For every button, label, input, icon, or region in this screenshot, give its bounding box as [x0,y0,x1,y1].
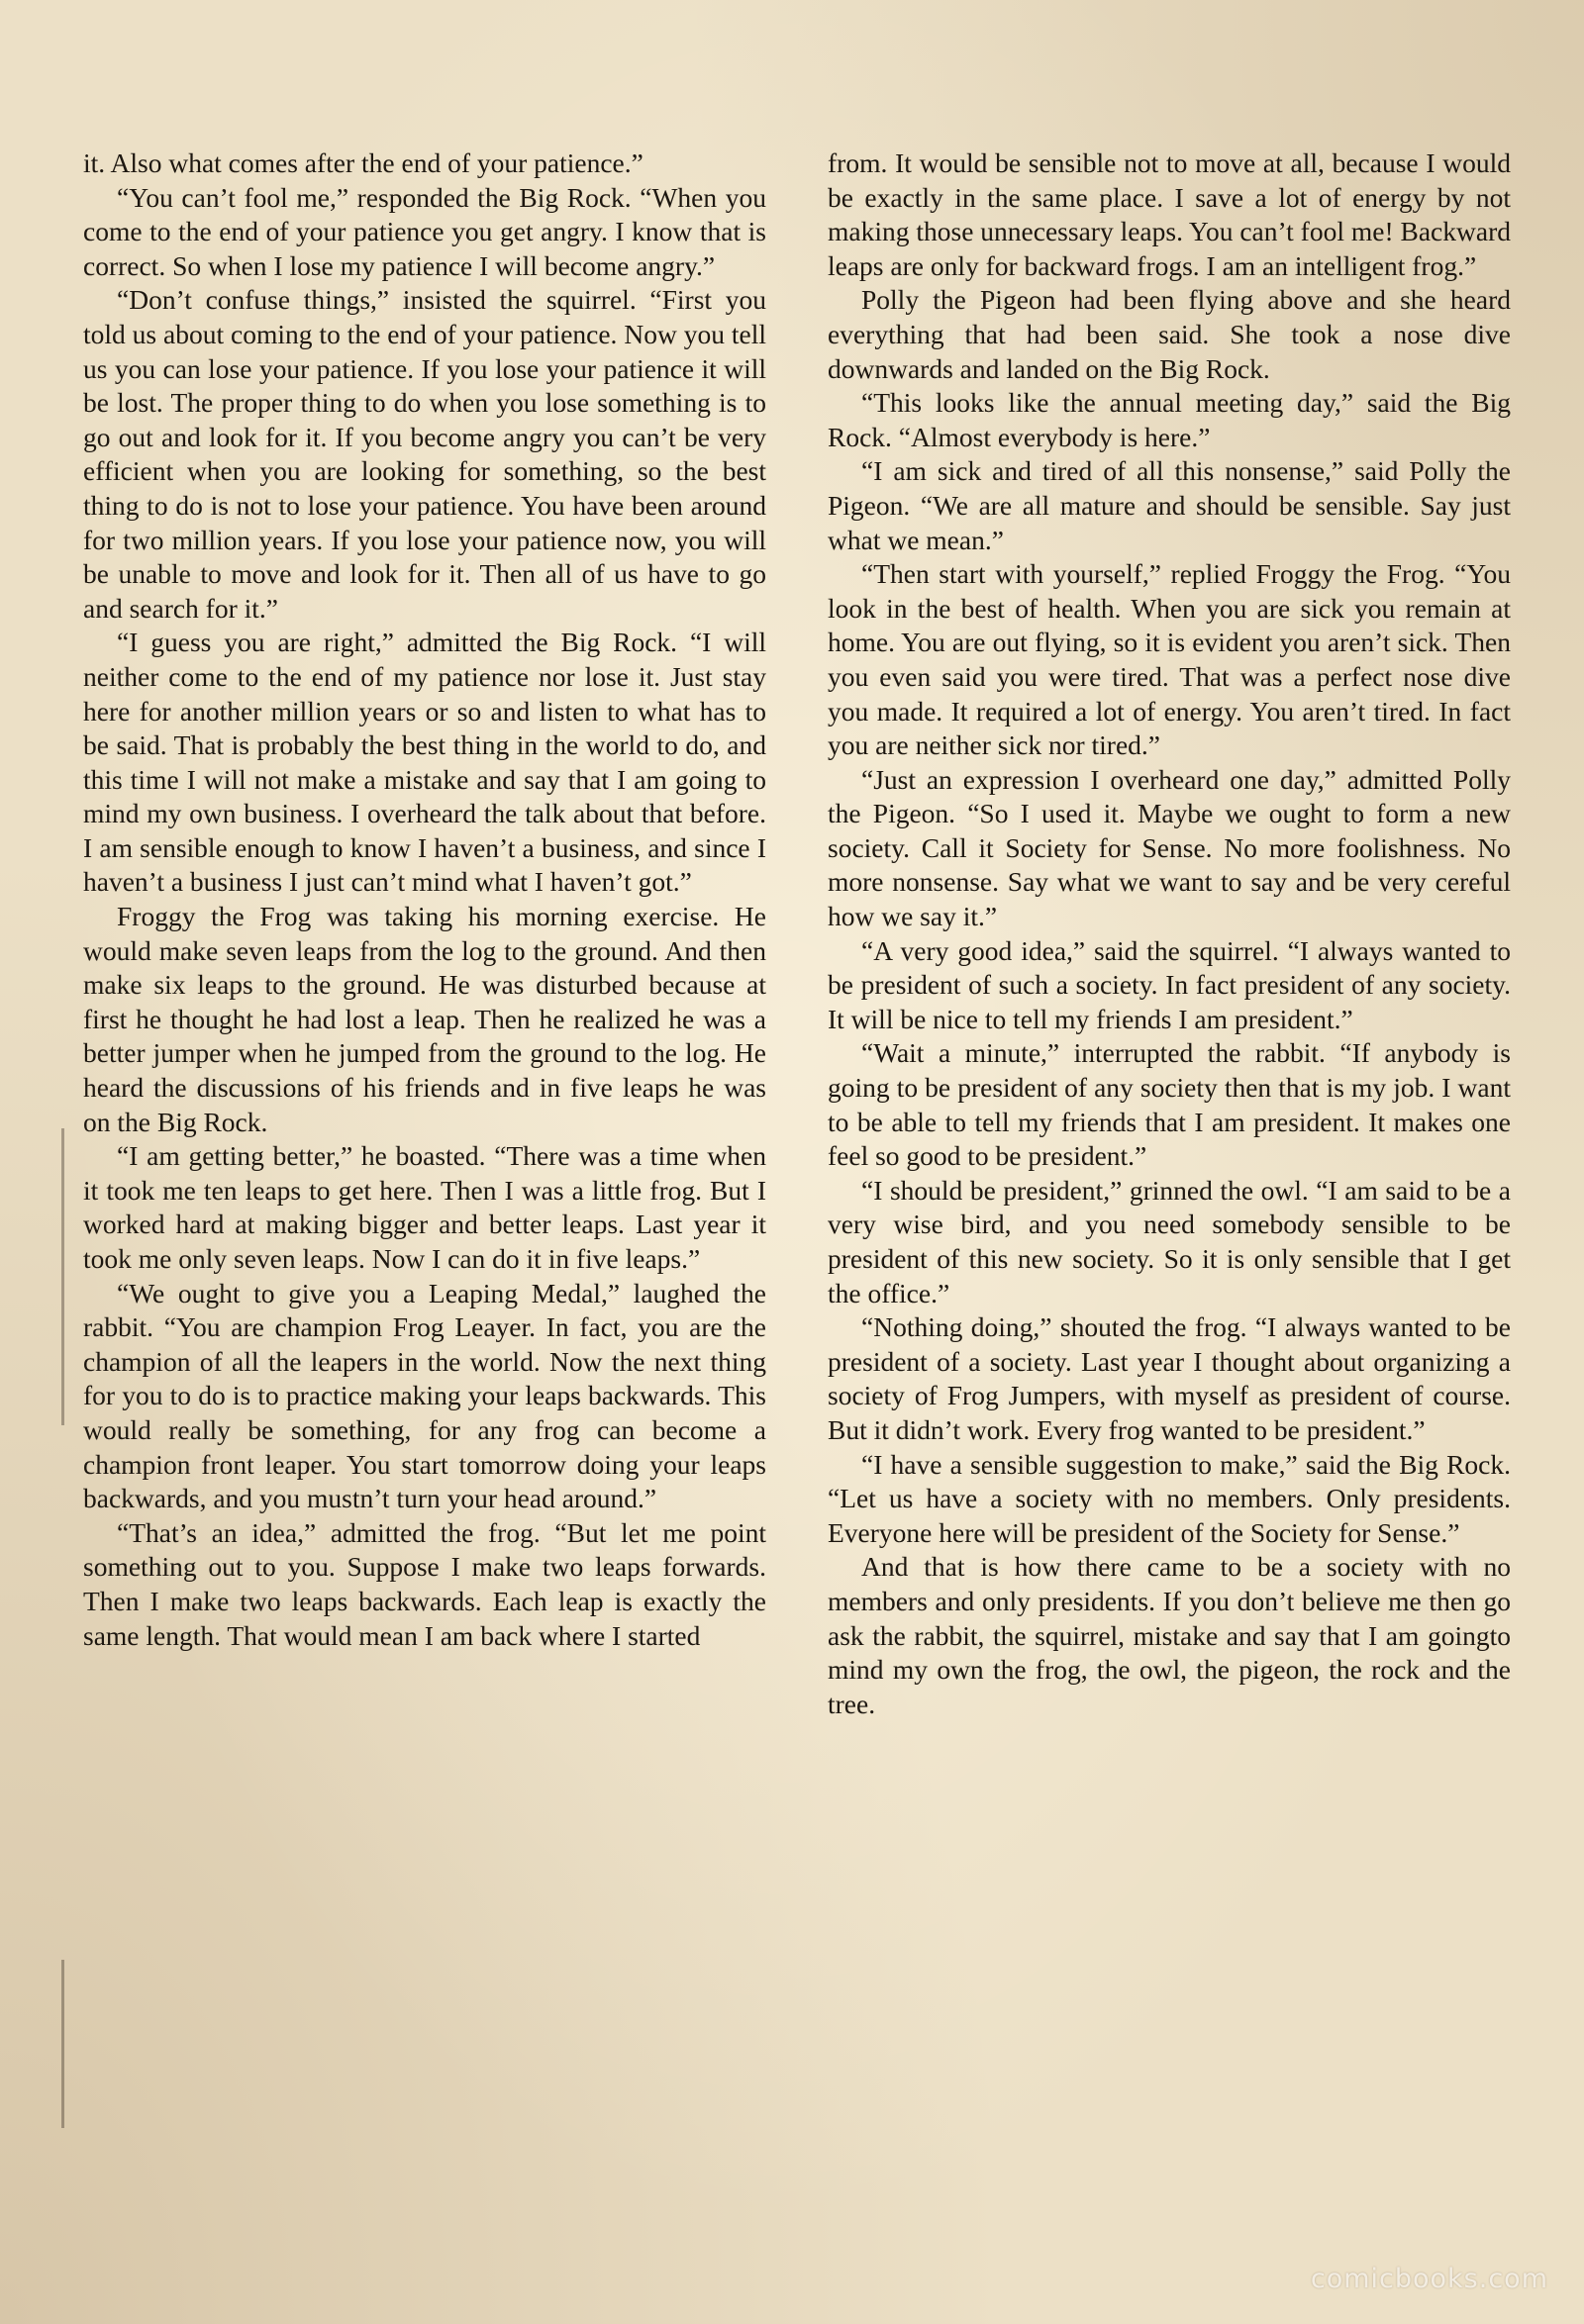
paragraph: “I guess you are right,” admitted the Big Rock. “I will neither come to the end of my patience nor lose it. Just stay here for another million years or so and listen to what has to be said. That is probably the best thing in the world to do, and this time I will not make a mistake and say that I am going to mind my own business. I overheard the talk about that before. I am sensible enough to know I haven’t a business, and since I haven’t a business I just can’t mind what I haven’t got.” [83,627,766,898]
paragraph: “That’s an idea,” admitted the frog. “But let me point something out to you. Suppose I make two leaps forwards. Then I make two leaps backwards. Each leap is exactly the same length. That would mean I am back where I started [83,1516,766,1651]
paragraph: “I am sick and tired of all this nonsense,” said Polly the Pigeon. “We are all mature and should be sensible. Say just what we mean.” [828,455,1511,555]
print-edge-mark [61,1128,64,1425]
paragraph: “I am getting better,” he boasted. “There was a time when it took me ten leaps to get here. Then I was a little frog. But I worked hard at making bigger and better leaps. Last year it took me only seven leaps. Now I can do it in five leaps.” [83,1140,766,1274]
paragraph: “We ought to give you a Leaping Medal,” laughed the rabbit. “You are champion Frog Leayer. In fact, you are the champion of all the leapers in the world. Now the next thing for you to do is to practice making your leaps backwards. This would really be something, for any frog can become a champion front leaper. You start tomorrow doing your leaps backwards, and you mustn’t turn your head around.” [83,1277,766,1514]
paragraph: “Wait a minute,” interrupted the rabbit. “If anybody is going to be president of any society then that is my job. I want to be able to tell my friends that I am president. It makes one feel so good to be president.” [828,1037,1511,1172]
left-text-column [83,146,766,1653]
paragraph: “Nothing doing,” shouted the frog. “I always wanted to be president of a society. Last year I thought about organizing a society of Frog Jumpers, with myself as president of course. But it didn’t work. Every frog wanted to be president.” [828,1311,1511,1445]
site-watermark: comicbooks.com [1310,2264,1548,2294]
paragraph: “Then start with yourself,” replied Froggy the Frog. “You look in the best of health. When you are sick you remain at home. You are out flying, so it is evident you aren’t sick. Then you even said you were tired. That was a perfect nose dive you made. It required a lot of energy. You aren’t tired. In fact you are neither sick nor tired.” [828,558,1511,761]
right-text-column [828,146,1511,1721]
paragraph: “You can’t fool me,” responded the Big Rock. “When you come to the end of your patience you get angry. I know that is correct. So when I lose my patience I will become angry.” [83,181,766,281]
paragraph: Froggy the Frog was taking his morning exercise. He would make seven leaps from the log to the ground. And then make six leaps to the ground. He was disturbed because at first he thought he had lost a leap. Then he realized he was a better jumper when he jumped from the ground to the log. He heard the discussions of his friends and in five leaps he was on the Big Rock. [83,901,766,1137]
paragraph: “A very good idea,” said the squirrel. “I always wanted to be president of such a society. In fact president of any society. It will be nice to tell my friends I am president.” [828,934,1511,1034]
paragraph: “Just an expression I overheard one day,” admitted Polly the Pigeon. “So I used it. Maybe we ought to form a new society. Call it Society for Sense. No more foolishness. No more nonsense. Say what we want to say and be very cereful how we say it.” [828,763,1511,932]
print-edge-mark [61,1960,64,2128]
paragraph: it. Also what comes after the end of your patience.” [83,147,644,178]
paragraph: “Don’t confuse things,” insisted the squirrel. “First you told us about coming to the end of your patience. Now you tell us you can lose your patience. If you lose your patience it will be lost. The proper thing to do when you lose something is to go out and look for it. If you become angry you can’t be very efficient when you are looking for something, so the best thing to do is not to lose your patience. You have been around for two million years. If you lose your patience now, you will be unable to move and look for it. Then all of us have to go and search for it.” [83,284,766,624]
paragraph: “I should be president,” grinned the owl. “I am said to be a very wise bird, and you need somebody sensible to be president of this new society. So it is only sensible that I get the office.” [828,1174,1511,1308]
paragraph: Polly the Pigeon had been flying above and she heard everything that had been said. She took a nose dive downwards and landed on the Big Rock. [828,284,1511,384]
paragraph: And that is how there came to be a society with no members and only presidents. If you don’t believe me then go ask the rabbit, the squirrel, mistake and say that I am goingto mind my own the frog, the owl, the pigeon, the rock and the tree. [828,1551,1511,1719]
paragraph: from. It would be sensible not to move at all, because I would be exactly in the same place. I save a lot of energy by not making those unnecessary leaps. You can’t fool me! Backward leaps are only for backward frogs. I am an intelligent frog.” [828,147,1511,281]
paragraph: “This looks like the annual meeting day,” said the Big Rock. “Almost everybody is here.” [828,387,1511,452]
paragraph: “I have a sensible suggestion to make,” said the Big Rock. “Let us have a society with no members. Only presidents. Everyone here will be president of the Society for Sense.” [828,1448,1511,1548]
